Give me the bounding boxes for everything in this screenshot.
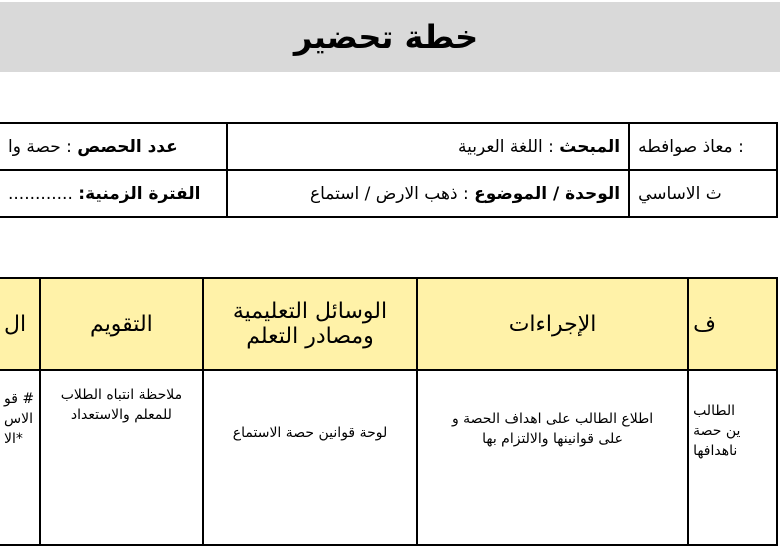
lesson-info-table xyxy=(0,122,778,218)
periods-label: عدد الحصص xyxy=(77,136,178,157)
header-last-column: ال xyxy=(0,278,40,370)
grade-value: ث الاساسي xyxy=(638,183,722,204)
teacher-cell xyxy=(629,123,777,170)
periods-value: : حصة وا xyxy=(8,136,72,157)
teacher-value: : معاذ صوافطه xyxy=(638,136,744,157)
page-title: خطة تحضير xyxy=(293,18,479,56)
time-cell xyxy=(0,170,227,217)
unit-cell xyxy=(227,170,630,217)
unit-value: : ذهب الارض / استماع xyxy=(309,183,469,204)
header-evaluation: التقويم xyxy=(40,278,203,370)
subject-value: : اللغة العربية xyxy=(458,136,554,157)
cell-resources: لوحة قوانين حصة الاستماع xyxy=(203,370,417,545)
cell-evaluation: ملاحظة انتباه الطلاب للمعلم والاستعداد xyxy=(40,370,203,545)
periods-cell xyxy=(0,123,227,170)
lesson-plan-table xyxy=(0,277,778,546)
time-value: ............ xyxy=(8,183,73,204)
cell-procedures: اطلاع الطالب على اهداف الحصة و على قوانينها والالتزام بها xyxy=(417,370,688,545)
plan-row xyxy=(0,370,777,545)
info-row xyxy=(0,170,777,217)
header-goals: ف xyxy=(688,278,777,370)
unit-label: الوحدة / الموضوع xyxy=(474,183,621,204)
info-row xyxy=(0,123,777,170)
time-label: الفترة الزمنية: xyxy=(78,183,201,204)
grade-cell xyxy=(629,170,777,217)
header-procedures: الإجراءات xyxy=(417,278,688,370)
subject-cell xyxy=(227,123,630,170)
page-title-bar xyxy=(0,2,780,72)
header-resources: الوسائل التعليمية ومصادر التعلم xyxy=(203,278,417,370)
cell-last-column: # قو الاس *الا xyxy=(0,370,40,545)
cell-goals: الطالب ين حصة ناهدافها xyxy=(688,370,777,545)
plan-header-row xyxy=(0,278,777,370)
subject-label: المبحث xyxy=(559,136,621,157)
